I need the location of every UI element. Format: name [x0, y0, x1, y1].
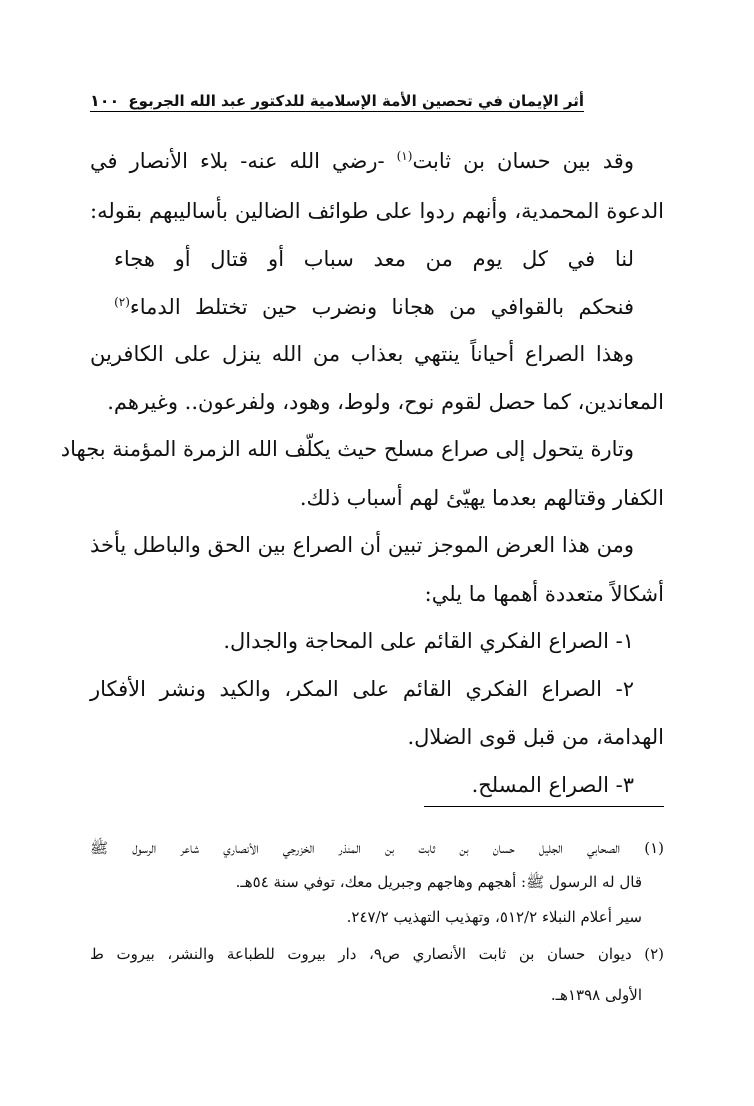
- footnote-2-line-1: (٢) ديوان حسان بن ثابت الأنصاري ص٩، دار بيروت للطباعة والنشر، بيروت ط: [90, 945, 664, 963]
- footnote-2-line-2: الأولى ١٣٩٨هـ.: [550, 986, 642, 1004]
- poem-word: بالقوافي: [490, 295, 565, 319]
- running-title: أثر الإيمان في تحصين الأمة الإسلامية للدكتور عبد الله الجربوع: [128, 92, 584, 110]
- list-item-3: ٣- الصراع المسلح.: [471, 773, 634, 797]
- poem-word: يوم: [472, 247, 503, 271]
- list-item-1: ١- الصراع الفكري القائم على المحاجة والجدال.: [223, 629, 634, 653]
- poem-word: حين: [261, 295, 298, 319]
- paragraph-2-line-1: وهذا الصراع أحياناً ينتهي بعذاب من الله ينزل على الكافرين: [90, 342, 634, 366]
- footnote-ref-1: (١): [396, 149, 413, 163]
- page-number: ١٠٠: [90, 91, 120, 110]
- paragraph-3-line-1: وتارة يتحول إلى صراع مسلح حيث يكلّف الله الزمرة المؤمنة بجهاد: [60, 437, 634, 461]
- text-segment: وقد بين حسان بن ثابت: [412, 149, 634, 173]
- footnote-rule: [424, 806, 664, 807]
- poem-word: كل: [522, 247, 548, 271]
- paragraph-3-line-2: الكفار وقتالهم بعدما يهيّئ لهم أسباب ذلك.: [299, 486, 664, 510]
- poem-word: أو: [174, 247, 191, 271]
- list-item-2-line-1: ٢- الصراع الفكري القائم على المكر، والكيد ونشر الأفكار: [90, 677, 634, 701]
- poem-word: في: [567, 247, 596, 271]
- list-item-2-line-2: الهدامة، من قبل قوى الضلال.: [407, 725, 664, 749]
- text-segment: -رضي الله عنه- بلاء الأنصار في: [90, 149, 397, 173]
- poem-word: لنا: [614, 247, 634, 271]
- paragraph-2-line-2: المعاندين، كما حصل لقوم نوح، ولوط، وهود، ولفرعون.. وغيرهم.: [107, 390, 664, 414]
- paragraph-4-line-2: أشكالاً متعددة أهمها ما يلي:: [424, 582, 664, 606]
- poem-word: تختلط: [195, 295, 248, 319]
- footnote-1-line-2: قال له الرسول ﷺ: أهجهم وهاجهم وجبريل معك، توفي سنة ٥٤هـ.: [235, 873, 642, 891]
- footnote-1-line-1: (١) الصحابي الجليل حسان بن ثابت بن المنذر الخزرجي الأنصاري شاعر الرسول ﷺ: [90, 839, 664, 857]
- page-header: [90, 80, 584, 110]
- paragraph-4-line-1: ومن هذا العرض الموجز تبين أن الصراع بين الحق والباطل يأخذ: [90, 533, 634, 557]
- poem-verse-2: [114, 290, 634, 324]
- poem-word: هجانا: [391, 295, 435, 319]
- paragraph-1-line-1: [90, 144, 634, 178]
- poem-word: قتال: [210, 247, 249, 271]
- poem-word: ونضرب: [311, 295, 378, 319]
- poem-word: من: [425, 247, 453, 271]
- paragraph-1-line-2: الدعوة المحمدية، وأنهم ردوا على طوائف الضالين بأساليبهم بقوله:: [90, 199, 664, 223]
- footnote-1-line-3: سير أعلام النبلاء ٥١٢/٢، وتهذيب التهذيب ٢٤٧/٢.: [346, 908, 642, 926]
- poem-word: الدماء$^{(٢)}$: [114, 295, 181, 319]
- poem-word: هجاء: [114, 247, 155, 271]
- poem-word: معد: [373, 247, 406, 271]
- footnote-ref-2: (٢): [114, 295, 130, 309]
- poem-word: سباب: [303, 247, 354, 271]
- poem-verse-1: [114, 242, 634, 276]
- poem-word: أو: [268, 247, 285, 271]
- poem-word: فنحكم: [578, 295, 634, 319]
- poem-word: من: [449, 295, 477, 319]
- header-rule: [90, 111, 584, 112]
